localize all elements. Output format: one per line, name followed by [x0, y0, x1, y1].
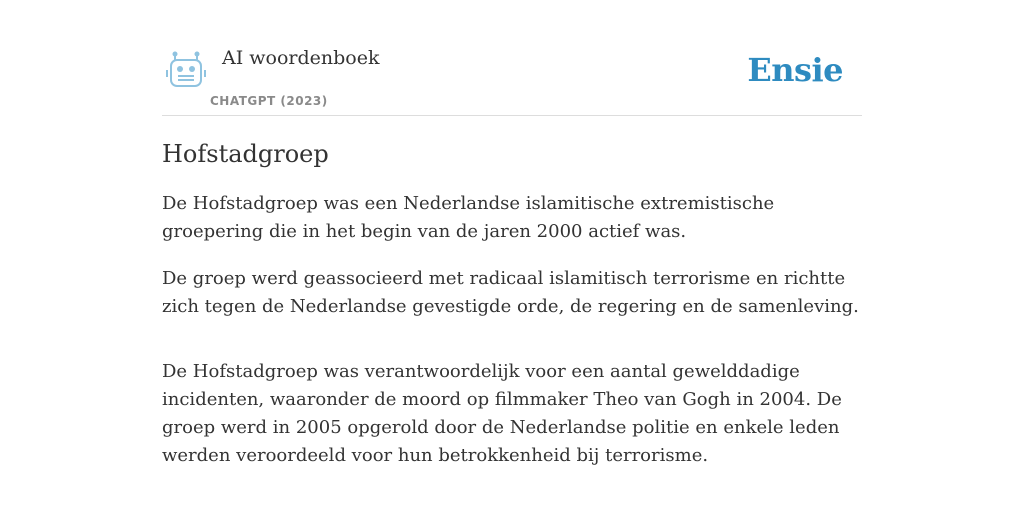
- entry-paragraph: De Hofstadgroep was een Nederlandse islamitische extremistische groepering die in het begin van de jaren 2000 actief was.: [162, 193, 775, 242]
- paragraph-spacer: [162, 340, 862, 358]
- source-meta: CHATGPT (2023): [210, 94, 328, 108]
- entry-content: [162, 138, 862, 489]
- brand-logo-link[interactable]: Ensie: [747, 51, 843, 89]
- entry-paragraph: De groep werd geassocieerd met radicaal islamitisch terrorisme en richtte zich tegen de Nederlandse gevestigde orde, de regering en de samenleving.: [162, 268, 859, 317]
- source-title-link[interactable]: AI woordenboek: [222, 47, 380, 69]
- entry-term: Hofstadgroep: [162, 140, 329, 168]
- robot-icon: [165, 51, 207, 89]
- entry-paragraph: De Hofstadgroep was verantwoordelijk voor een aantal gewelddadige incidenten, waaronder de moord op filmmaker Theo van Gogh in 2004. De groep werd in 2005 opgerold door de Nederlandse politie en enkele leden werden veroordeeld voor hun betrokkenheid bij terrorisme.: [162, 361, 842, 466]
- page-header: [162, 40, 862, 116]
